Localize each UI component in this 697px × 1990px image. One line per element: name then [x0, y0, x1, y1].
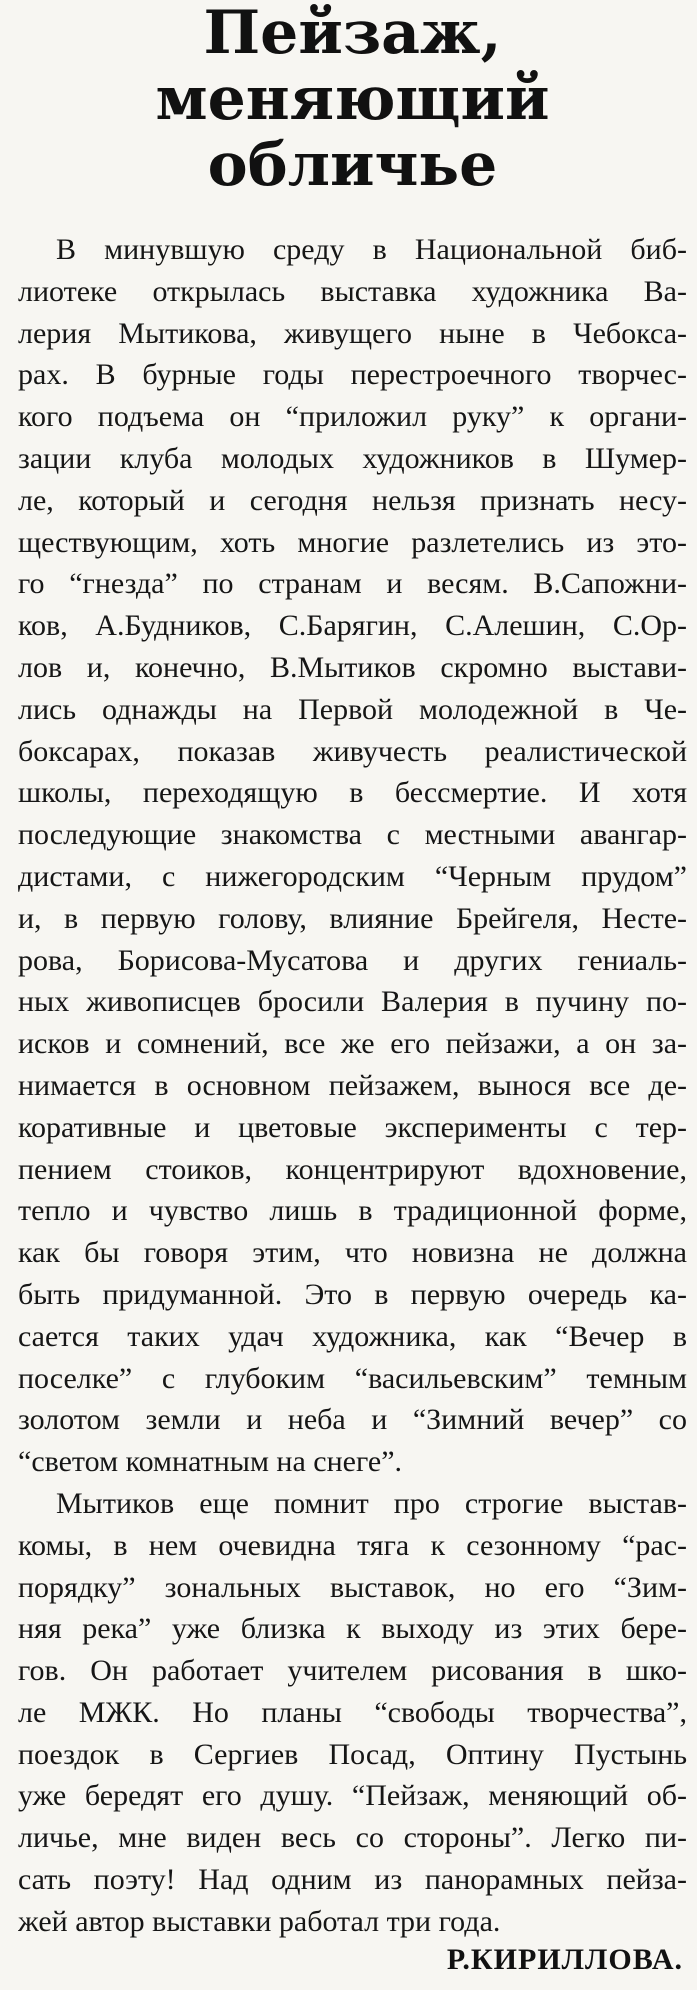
text-line: лись однажды на Первой молодежной в Че- [18, 692, 687, 726]
text-line: ных живописцев бросили Валерия в пучину по- [18, 985, 687, 1019]
text-line: школы, переходящую в бессмертие. И хотя [18, 776, 687, 810]
text-line: нимается в основном пейзажем, вынося все де- [18, 1068, 687, 1102]
text-line: ле МЖК. Но планы “свободы творчества”, [18, 1695, 687, 1729]
text-line: кого подъема он “приложил руку” к органи- [18, 400, 687, 434]
text-line: зации клуба молодых художников в Шумер- [18, 441, 687, 475]
text-line: личье, мне виден весь со стороны”. Легко пи- [18, 1821, 687, 1855]
text-line: Мытиков еще помнит про строгие выстав- [56, 1486, 687, 1520]
text-line: жей автор выставки работал три года. [18, 1904, 501, 1938]
article-paragraph [18, 229, 687, 1483]
text-line: порядку” зональных выставок, но его “Зим- [18, 1570, 687, 1604]
text-line: быть придуманной. Это в первую очередь ка- [18, 1277, 687, 1311]
text-line: го “гнезда” по странам и весям. В.Сапожни- [18, 567, 687, 601]
text-line: лов и, конечно, В.Мытиков скромно выстави- [18, 650, 687, 684]
text-line: исков и сомнений, все же его пейзажи, а он за- [18, 1027, 687, 1061]
text-line: последующие знакомства с местными авангар- [18, 818, 687, 852]
headline-line: меняющий [155, 64, 550, 134]
text-line: тепло и чувство лишь в традиционной форме, [18, 1194, 687, 1228]
article-paragraph [18, 1483, 687, 1943]
text-line: как бы говоря этим, что новизна не должна [18, 1236, 687, 1270]
text-line: ков, А.Будников, С.Барягин, С.Алешин, С.Ор- [18, 609, 687, 643]
text-line: “светом комнатным на снеге”. [18, 1445, 403, 1479]
text-line: няя река” уже близка к выходу из этих бере- [18, 1612, 687, 1646]
text-line: лиотеке открылась выставка художника Ва- [18, 274, 687, 308]
text-line: В минувшую среду в Национальной биб- [56, 233, 687, 266]
text-line: дистами, с нижегородским “Черным прудом” [18, 859, 687, 893]
text-line: рах. В бурные годы перестроечного творчес- [18, 358, 687, 392]
text-line: сается таких удач художника, как “Вечер в [18, 1319, 687, 1353]
text-line: и, в первую голову, влияние Брейгеля, Несте- [18, 901, 687, 935]
article-headline [18, 0, 687, 198]
text-line: рова, Борисова-Мусатова и других гениаль- [18, 943, 687, 977]
text-line: уже бередят его душу. “Пейзаж, меняющий об- [18, 1779, 687, 1813]
text-line: боксарах, показав живучесть реалистической [18, 734, 687, 768]
text-line: ществующим, хоть многие разлетелись из это- [18, 525, 687, 559]
text-line: золотом земли и неба и “Зимний вечер” со [18, 1403, 687, 1437]
text-line: поездок в Сергиев Посад, Оптину Пустынь [18, 1737, 687, 1771]
text-line: ле, который и сегодня нельзя признать несу- [18, 483, 687, 517]
headline-line: Пейзаж, [203, 0, 502, 68]
author-signature: Р.КИРИЛЛОВА. [446, 1943, 683, 1976]
text-line: поселке” с глубоким “васильевским” темным [18, 1361, 687, 1395]
text-line: коративные и цветовые эксперименты с тер- [18, 1110, 687, 1144]
headline-line: обличье [207, 130, 498, 200]
article-body [18, 229, 687, 1943]
text-line: гов. Он работает учителем рисования в шко- [18, 1654, 687, 1688]
text-line: комы, в нем очевидна тяга к сезонному “рас- [18, 1528, 687, 1562]
text-line: лерия Мытикова, живущего ныне в Чебокса- [18, 316, 687, 350]
text-line: сать поэту! Над одним из панорамных пейза- [18, 1863, 687, 1897]
text-line: пением стоиков, концентрируют вдохновение, [18, 1152, 687, 1186]
